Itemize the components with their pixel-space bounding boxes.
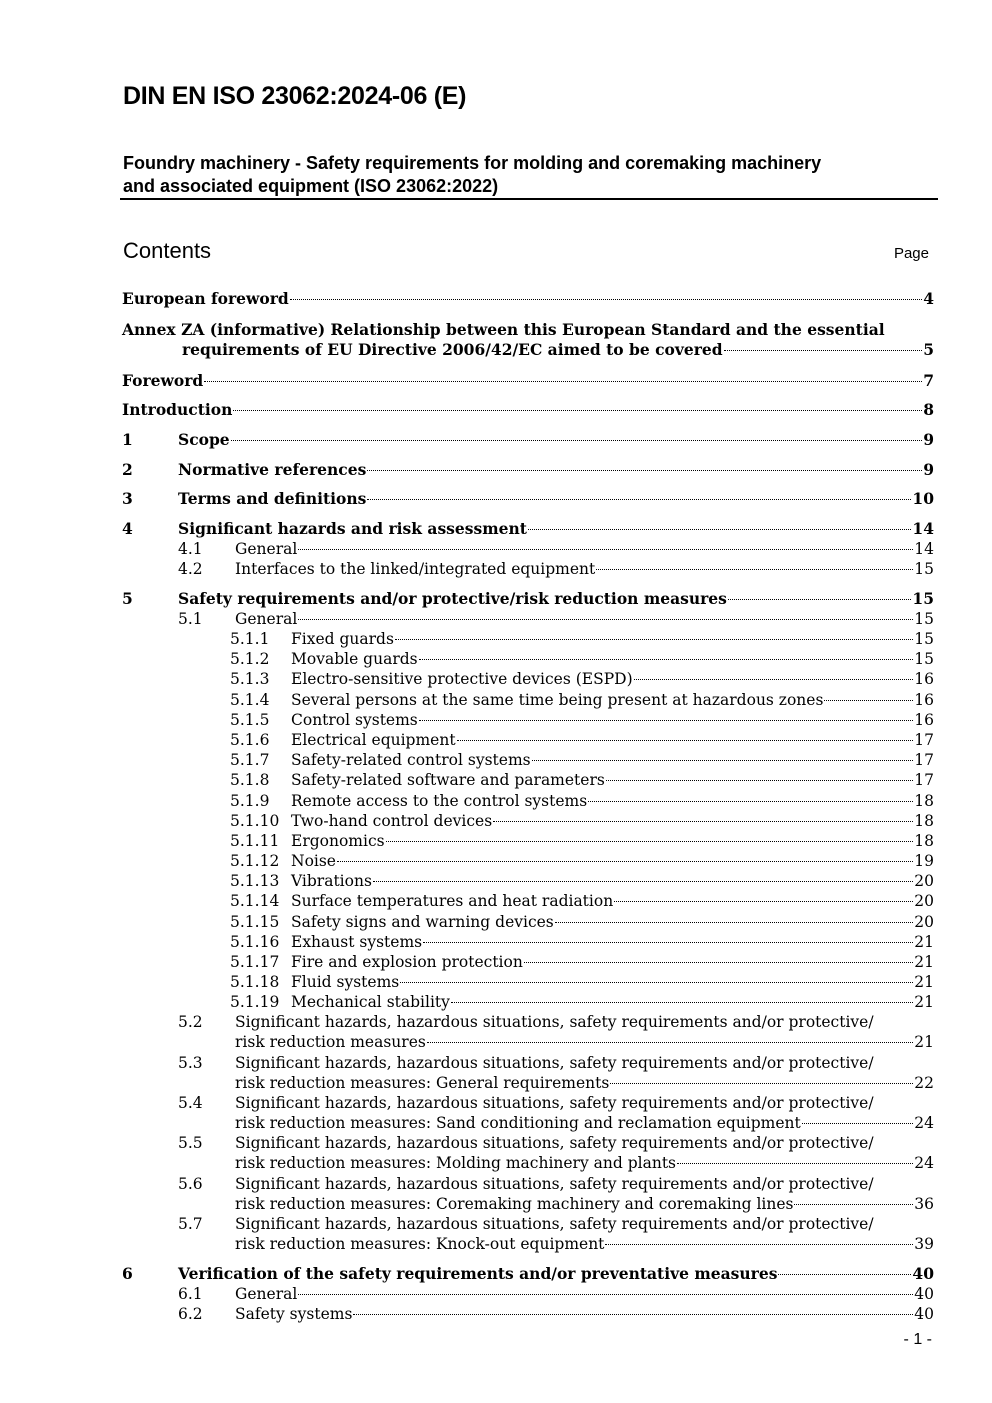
toc-entry-5-1-3[interactable]: 5.1.3 Electro-sensitive protective devices (ESPD) 16 bbox=[230, 670, 934, 688]
subtitle-line-2: and associated equipment (ISO 23062:2022) bbox=[123, 176, 499, 196]
document-id: DIN EN ISO 23062:2024-06 (E) bbox=[123, 82, 467, 110]
toc-entry-5[interactable]: 5 Safety requirements and/or protective/risk reduction measures 15 bbox=[122, 589, 934, 608]
toc-entry-5-1-16[interactable]: 5.1.16 Exhaust systems 21 bbox=[230, 933, 934, 951]
subtitle-line-1: Foundry machinery - Safety requirements for molding and coremaking machinery bbox=[123, 153, 822, 173]
toc-entry-4-2[interactable]: 4.2 Interfaces to the linked/integrated equipment 15 bbox=[178, 560, 934, 578]
toc-entry-5-7[interactable]: 5.7 Significant hazards, hazardous situations, safety requirements and/or protective/ risk reduction measures: Knock-out equipment 39 bbox=[178, 1215, 934, 1253]
toc-entry-5-1-2[interactable]: 5.1.2 Movable guards 15 bbox=[230, 650, 934, 668]
toc-entry-5-1-7[interactable]: 5.1.7 Safety-related control systems 17 bbox=[230, 751, 934, 769]
toc-entry-foreword[interactable]: Foreword 7 bbox=[122, 371, 934, 390]
toc-entry-annex-za[interactable]: Annex ZA (informative) Relationship between this European Standard and the essential requirements of EU Directive 2006/42/EC aimed to be covered 5 bbox=[122, 320, 934, 359]
contents-title: Contents bbox=[123, 238, 212, 263]
toc-entry-5-1-8[interactable]: 5.1.8 Safety-related software and parameters 17 bbox=[230, 771, 934, 789]
toc-entry-6[interactable]: 6 Verification of the safety requirements and/or preventative measures 40 bbox=[122, 1264, 934, 1283]
toc-entry-5-6[interactable]: 5.6 Significant hazards, hazardous situations, safety requirements and/or protective/ risk reduction measures: Coremaking machinery and coremaking lines 36 bbox=[178, 1175, 934, 1213]
toc-entry-5-1-6[interactable]: 5.1.6 Electrical equipment 17 bbox=[230, 731, 934, 749]
toc-entry-5-1-5[interactable]: 5.1.5 Control systems 16 bbox=[230, 711, 934, 729]
toc-entry-5-1-10[interactable]: 5.1.10 Two-hand control devices 18 bbox=[230, 812, 934, 830]
toc-entry-introduction[interactable]: Introduction 8 bbox=[122, 400, 934, 419]
toc-entry-5-1-17[interactable]: 5.1.17 Fire and explosion protection 21 bbox=[230, 953, 934, 971]
toc-entry-european-foreword[interactable]: European foreword 4 bbox=[122, 289, 934, 308]
toc-entry-4-1[interactable]: 4.1 General 14 bbox=[178, 540, 934, 558]
toc-entry-5-1-13[interactable]: 5.1.13 Vibrations 20 bbox=[230, 872, 934, 890]
page-column-label: Page bbox=[893, 245, 929, 262]
toc-entry-5-1-4[interactable]: 5.1.4 Several persons at the same time being present at hazardous zones 16 bbox=[230, 691, 934, 709]
toc-entry-5-1-15[interactable]: 5.1.15 Safety signs and warning devices 20 bbox=[230, 913, 934, 931]
toc-entry-5-1-9[interactable]: 5.1.9 Remote access to the control systems 18 bbox=[230, 792, 934, 810]
toc-entry-5-1-12[interactable]: 5.1.12 Noise 19 bbox=[230, 852, 934, 870]
toc-entry-5-5[interactable]: 5.5 Significant hazards, hazardous situations, safety requirements and/or protective/ risk reduction measures: Molding machinery and plants 24 bbox=[178, 1134, 934, 1172]
toc-entry-6-1[interactable]: 6.1 General 40 bbox=[178, 1285, 934, 1303]
toc-entry-5-4[interactable]: 5.4 Significant hazards, hazardous situations, safety requirements and/or protective/ risk reduction measures: Sand conditioning and reclamation equipment 24 bbox=[178, 1094, 934, 1132]
toc-entry-2[interactable]: 2 Normative references 9 bbox=[122, 460, 934, 479]
toc-entry-3[interactable]: 3 Terms and definitions 10 bbox=[122, 489, 934, 508]
toc-entry-5-1-18[interactable]: 5.1.18 Fluid systems 21 bbox=[230, 973, 934, 991]
toc-entry-5-3[interactable]: 5.3 Significant hazards, hazardous situations, safety requirements and/or protective/ risk reduction measures: General requirements 22 bbox=[178, 1054, 934, 1092]
page-number: - 1 - bbox=[903, 1331, 932, 1348]
toc-entry-6-2[interactable]: 6.2 Safety systems 40 bbox=[178, 1305, 934, 1323]
toc-entry-4[interactable]: 4 Significant hazards and risk assessment 14 bbox=[122, 519, 934, 538]
toc-entry-1[interactable]: 1 Scope 9 bbox=[122, 430, 934, 449]
toc-entry-5-2[interactable]: 5.2 Significant hazards, hazardous situations, safety requirements and/or protective/ risk reduction measures 21 bbox=[178, 1013, 934, 1051]
toc-entry-5-1[interactable]: 5.1 General 15 bbox=[178, 610, 934, 628]
toc-entry-5-1-19[interactable]: 5.1.19 Mechanical stability 21 bbox=[230, 993, 934, 1011]
toc-entry-5-1-1[interactable]: 5.1.1 Fixed guards 15 bbox=[230, 630, 934, 648]
toc-entry-5-1-14[interactable]: 5.1.14 Surface temperatures and heat radiation 20 bbox=[230, 892, 934, 910]
toc-entry-5-1-11[interactable]: 5.1.11 Ergonomics 18 bbox=[230, 832, 934, 850]
